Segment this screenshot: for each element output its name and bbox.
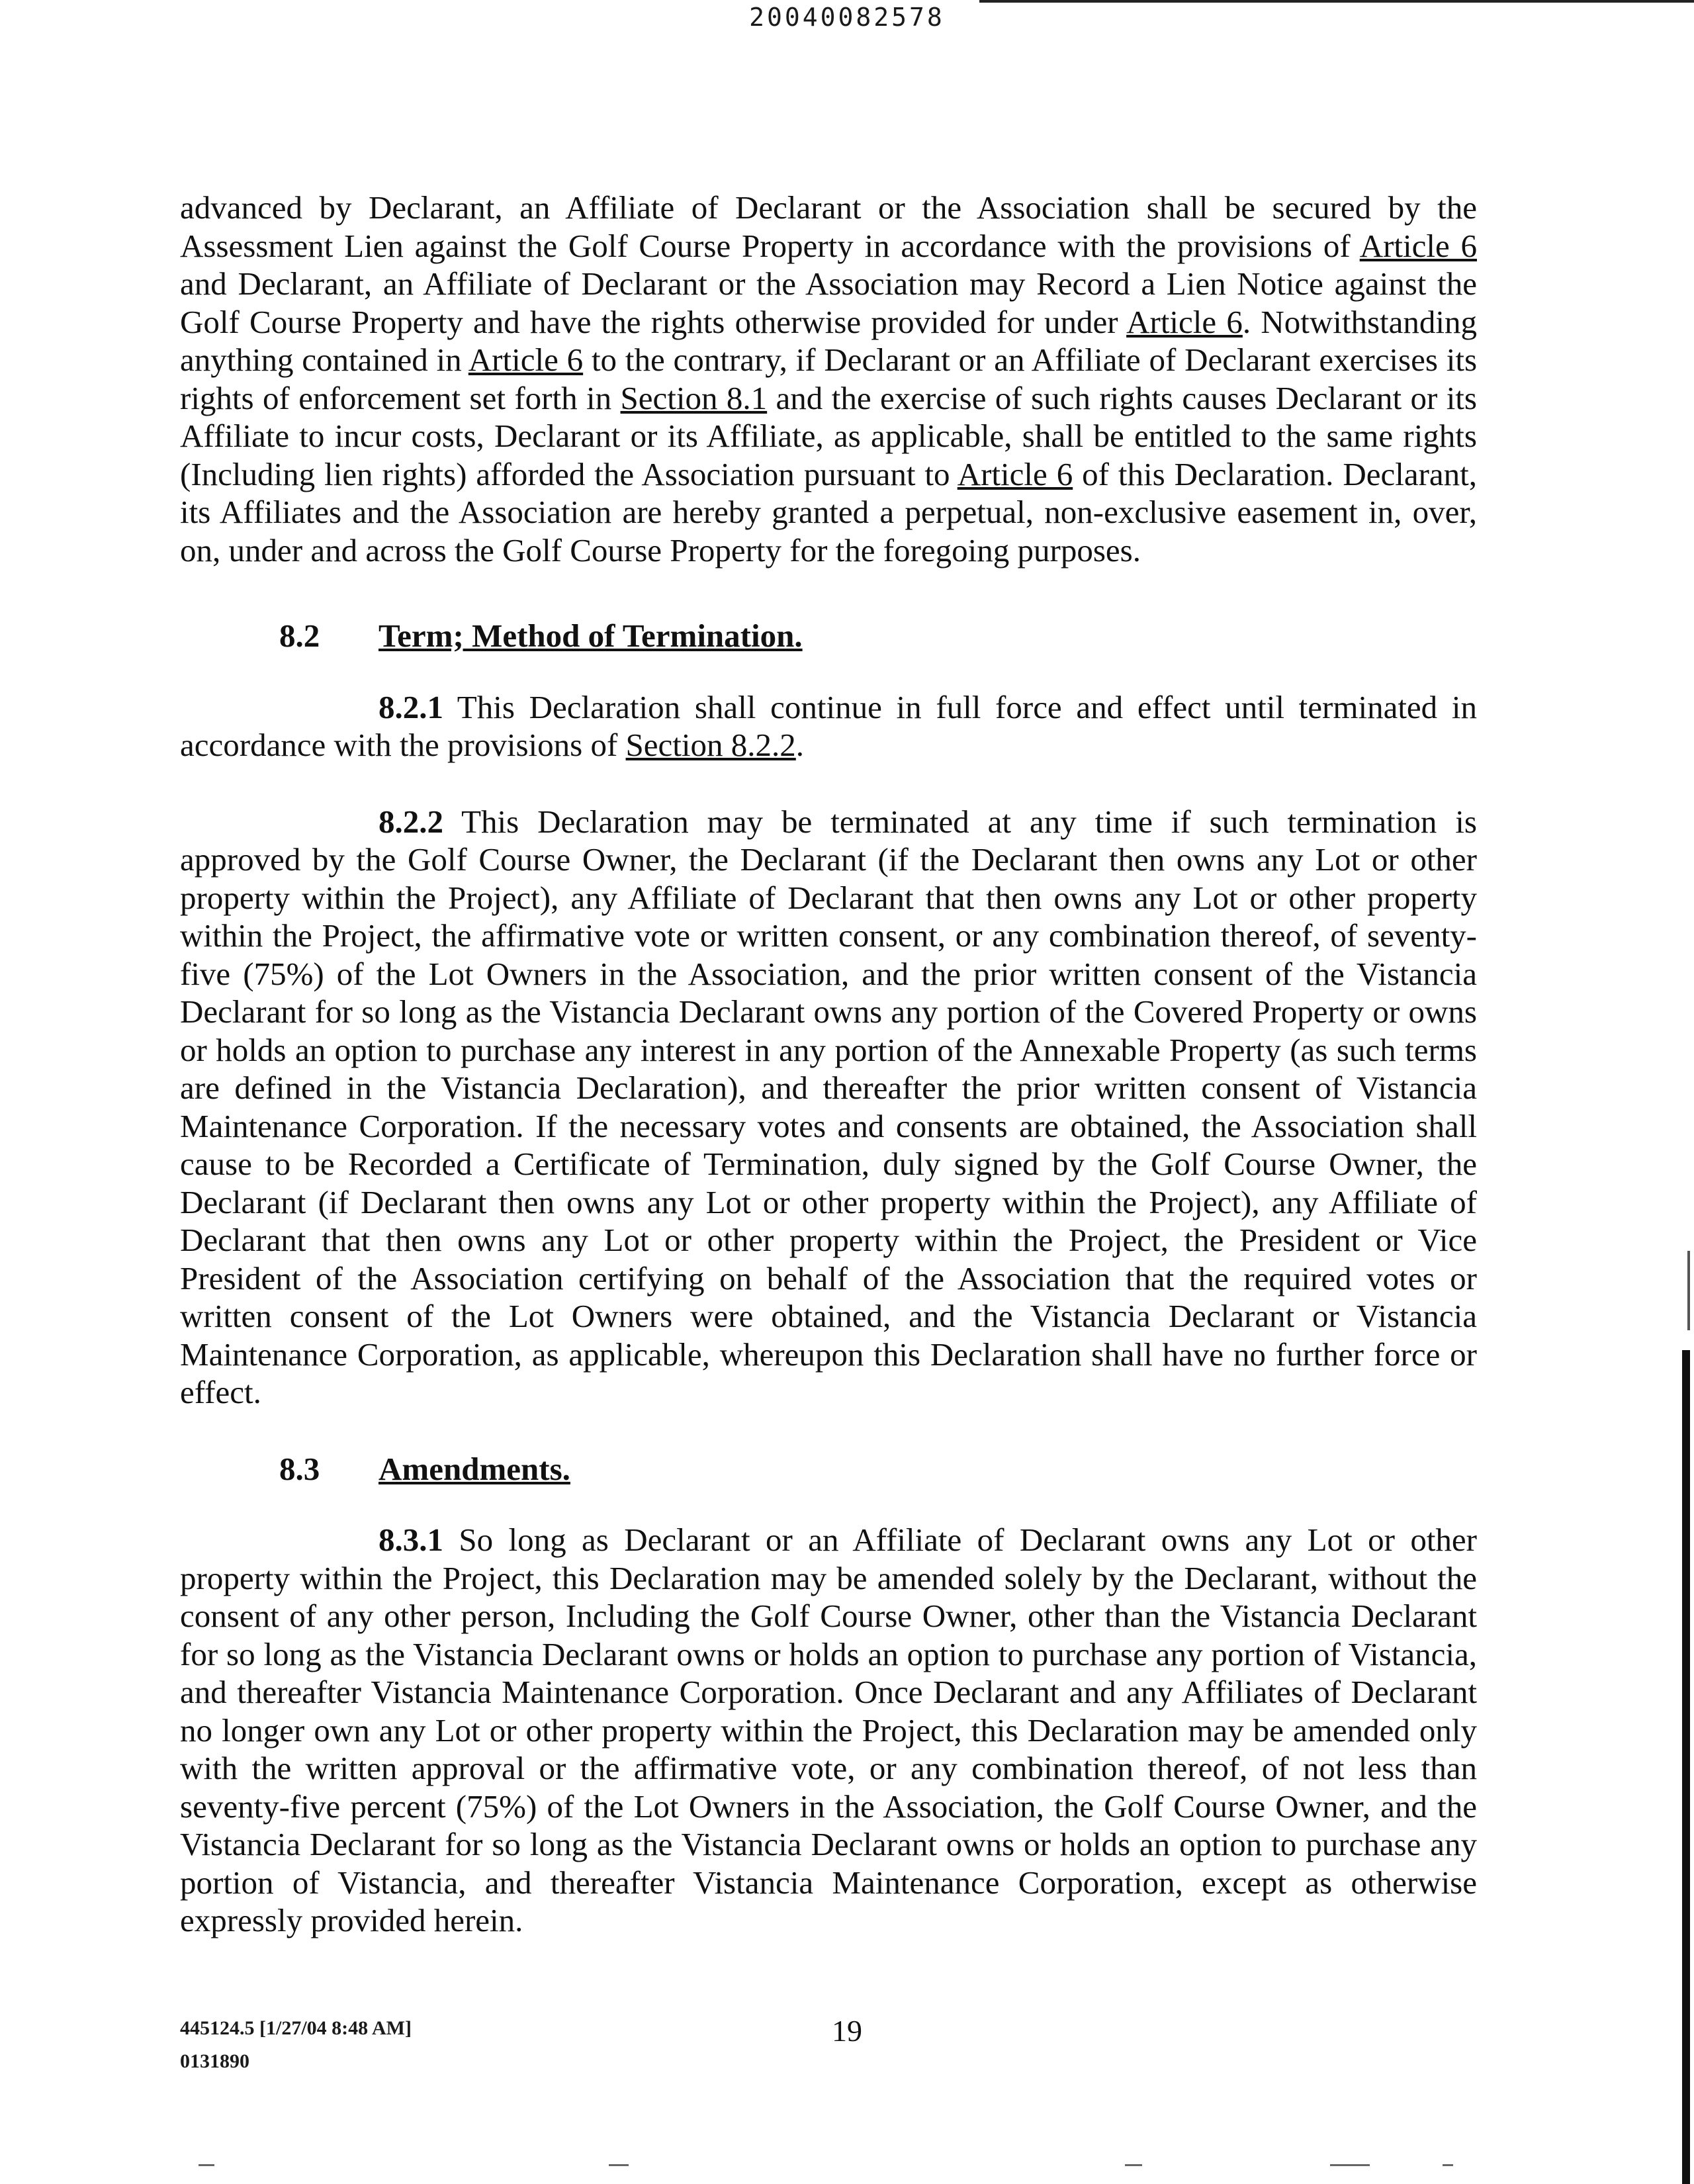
- paragraph-number: 8.3.1: [379, 1522, 443, 1558]
- section-8-2-heading: [180, 617, 1477, 655]
- scan-edge-mark: [1687, 1251, 1690, 1330]
- scan-artifacts: [0, 2164, 1694, 2169]
- article-6-reference: Article 6: [1126, 303, 1243, 340]
- intro-paragraph: advanced by Declarant, an Affiliate of Declarant or the Association shall be secured by the Assessment Lien against the Golf Course Property in accordance with the provisions of Article 6 and Declarant, an Affiliate of Declarant or the Association may Record a Lien Notice against the Golf Course Property and have the rights otherwise provided for under Article 6. Notwithstanding anything contained in Article 6 to the contrary, if Declarant or an Affiliate of Declarant exercises its rights of enforcement set forth in Section 8.1 and the exercise of such rights causes Declarant or its Affiliate to incur costs, Declarant or its Affiliate, as applicable, shall be entitled to the same rights (Including lien rights) afforded the Association pursuant to Article 6 of this Declaration. Declarant, its Affiliates and the Association are hereby granted a perpetual, non-exclusive easement in, over, on, under and across the Golf Course Property for the foregoing purposes.: [180, 189, 1478, 569]
- scan-speck: [609, 2164, 629, 2166]
- document-reference: 445124.5 [1/27/04 8:48 AM]: [180, 2017, 412, 2039]
- client-number: 0131890: [180, 2050, 249, 2072]
- section-number: 8.2: [279, 617, 320, 654]
- section-8-3-heading: [180, 1450, 1477, 1488]
- scan-speck: [1330, 2164, 1370, 2166]
- scan-speck: [199, 2164, 214, 2166]
- section-number: 8.3: [279, 1450, 320, 1487]
- article-6-reference: Article 6: [1359, 227, 1477, 264]
- scan-speck: [1443, 2164, 1453, 2166]
- section-8-1-reference: Section 8.1: [620, 379, 768, 416]
- paragraph-number: 8.2.2: [379, 803, 443, 840]
- section-title: Term; Method of Termination.: [379, 617, 803, 654]
- paragraph-number: 8.2.1: [379, 688, 443, 725]
- paragraph-8-2-1: 8.2.1 This Declaration shall continue in full force and effect until terminated in accordance with the provisions of Section 8.2.2.: [180, 688, 1477, 763]
- paragraph-8-3-1: 8.3.1 So long as Declarant or an Affiliate of Declarant owns any Lot or other property within the Project, this Declaration may be amended solely by the Declarant, without the consent of any other person, Including the Golf Course Owner, other than the Vistancia Declarant for so long as the Vistancia Declarant owns or holds an option to purchase any portion of Vistancia, and thereafter Vistancia Maintenance Corporation. Once Declarant and any Affiliates of Declarant no longer own any Lot or other property within the Project, this Declaration may be amended only with the written approval or the affirmative vote, or any combination thereof, of not less than seventy-five percent (75%) of the Lot Owners in the Association, the Golf Course Owner, and the Vistancia Declarant for so long as the Vistancia Declarant owns or holds an option to purchase any portion of Vistancia, and thereafter Vistancia Maintenance Corporation, except as otherwise expressly provided herein.: [180, 1522, 1477, 1938]
- document-number: 20040082578: [749, 3, 945, 32]
- section-title: Amendments.: [379, 1450, 570, 1487]
- document-body: [180, 189, 1477, 1978]
- article-6-reference: Article 6: [468, 341, 584, 378]
- article-6-reference: Article 6: [957, 455, 1073, 492]
- paragraph-8-2-2: 8.2.2 This Declaration may be terminated at any time if such termination is approved by the Golf Course Owner, the Declarant (if the Declarant then owns any Lot or other property within the Project), any Affiliate of Declarant that then owns any Lot or other property within the Project, the affirmative vote or written consent, or any combination thereof, of seventy-five (75%) of the Lot Owners in the Association, and the prior written consent of the Vistancia Declarant for so long as the Vistancia Declarant owns any portion of the Covered Property or owns or holds an option to purchase any interest in any portion of the Annexable Property (as such terms are defined in the Vistancia Declaration), and thereafter the prior written consent of Vistancia Maintenance Corporation. If the necessary votes and consents are obtained, the Association shall cause to be Recorded a Certificate of Termination, duly signed by the Golf Course Owner, the Declarant (if Declarant then owns any Lot or other property within the Project), any Affiliate of Declarant that then owns any Lot or other property within the Project, the President or Vice President of the Association certifying on behalf of the Association that the required votes or written consent of the Lot Owners were obtained, and the Vistancia Declarant or Vistancia Maintenance Corporation, as applicable, whereupon this Declaration shall have no further force or effect.: [180, 803, 1477, 1410]
- scan-edge-bar: [1682, 1350, 1690, 2184]
- scan-speck: [1125, 2164, 1142, 2166]
- section-8-2-2-reference: Section 8.2.2: [625, 727, 796, 763]
- page-number: 19: [832, 2014, 862, 2048]
